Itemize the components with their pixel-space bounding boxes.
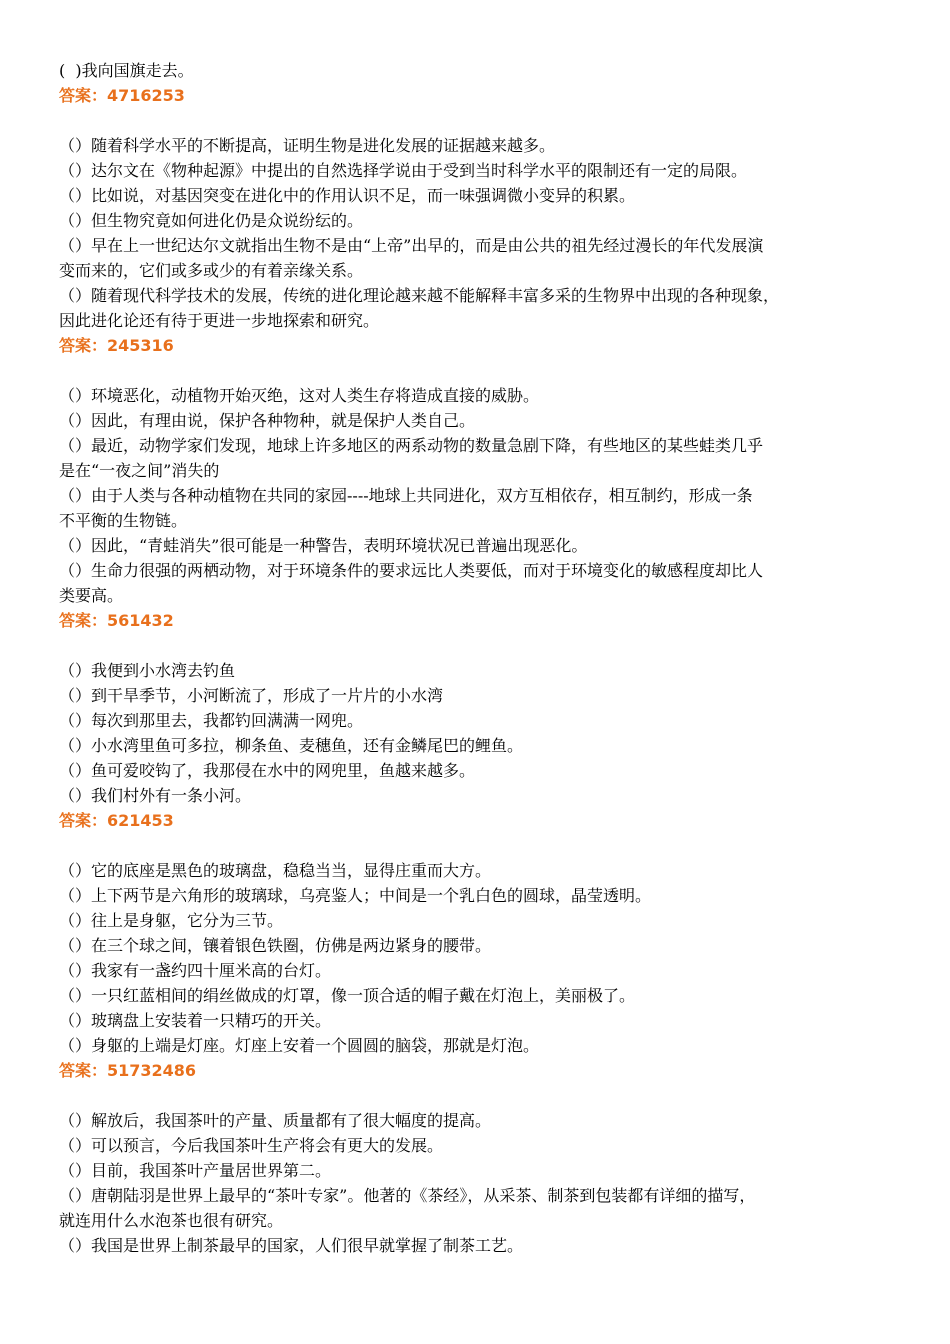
sentence-line: （）身躯的上端是灯座。灯座上安着一个圆圆的脑袋，那就是灯泡。: [59, 1036, 540, 1055]
sentence-line: 类要高。: [59, 586, 124, 605]
question-block: [59, 858, 899, 1083]
answer-label: 答案：245316: [59, 336, 174, 355]
sentence-line: （）玻璃盘上安装着一只精巧的开关。: [59, 1011, 332, 1030]
sentence-line: ( )我向国旗走去。: [59, 61, 194, 80]
sentence-line: （）比如说，对基因突变在进化中的作用认识不足，而一味强调微小变异的积累。: [59, 186, 636, 205]
sentence-line: （）但生物究竟如何进化仍是众说纷纭的。: [59, 211, 364, 230]
sentence-line: （）早在上一世纪达尔文就指出生物不是由“上帝”出早的，而是由公共的祖先经过漫长的年代发展演: [59, 236, 764, 255]
question-block: [59, 133, 899, 358]
sentence-line: （）我家有一盏约四十厘米高的台灯。: [59, 961, 332, 980]
question-block: [59, 658, 899, 833]
sentence-line: （）因此，“青蛙消失”很可能是一种警告，表明环境状况已普遍出现恶化。: [59, 536, 588, 555]
answer-label: 答案：4716253: [59, 86, 185, 105]
spacer: [59, 1083, 899, 1108]
sentence-line: （）由于人类与各种动植物在共同的家园----地球上共同进化，双方互相依存，相互制约，形成一条: [59, 486, 753, 505]
sentence-line: 不平衡的生物链。: [59, 511, 188, 530]
sentence-line: （）解放后，我国茶叶的产量、质量都有了很大幅度的提高。: [59, 1111, 492, 1130]
sentence-line: （）到干旱季节，小河断流了，形成了一片片的小水湾: [59, 686, 444, 705]
spacer: [59, 108, 899, 133]
answer-label: 答案：51732486: [59, 1061, 197, 1080]
sentence-line: （）我国是世界上制茶最早的国家，人们很早就掌握了制茶工艺。: [59, 1236, 524, 1255]
sentence-line: （）可以预言，今后我国茶叶生产将会有更大的发展。: [59, 1136, 444, 1155]
sentence-line: （）我便到小水湾去钓鱼: [59, 661, 236, 680]
document-page: [59, 58, 899, 1258]
spacer: [59, 358, 899, 383]
sentence-line: （）环境恶化，动植物开始灭绝，这对人类生存将造成直接的威胁。: [59, 386, 540, 405]
sentence-line: （）最近，动物学家们发现，地球上许多地区的两系动物的数量急剧下降，有些地区的某些蛙类几乎: [59, 436, 764, 455]
sentence-line: （）因此，有理由说，保护各种物种，就是保护人类自己。: [59, 411, 476, 430]
sentence-line: （）随着科学水平的不断提高，证明生物是进化发展的证据越来越多。: [59, 136, 556, 155]
sentence-line: （）上下两节是六角形的玻璃球，乌亮鉴人；中间是一个乳白色的圆球，晶莹透明。: [59, 886, 652, 905]
sentence-line: （）每次到那里去，我都钓回满满一网兜。: [59, 711, 364, 730]
sentence-line: （）达尔文在《物种起源》中提出的自然选择学说由于受到当时科学水平的限制还有一定的局限。: [59, 161, 748, 180]
sentence-line: （）鱼可爱咬钩了，我那侵在水中的网兜里，鱼越来越多。: [59, 761, 476, 780]
sentence-line: （）往上是身躯，它分为三节。: [59, 911, 284, 930]
sentence-line: （）它的底座是黑色的玻璃盘，稳稳当当，显得庄重而大方。: [59, 861, 492, 880]
sentence-line: （）随着现代科学技术的发展，传统的进化理论越来越不能解释丰富多采的生物界中出现的各种现象，: [59, 286, 780, 305]
question-block: [59, 58, 899, 108]
sentence-line: （）我们村外有一条小河。: [59, 786, 252, 805]
sentence-line: 变而来的，它们或多或少的有着亲缘关系。: [59, 261, 364, 280]
answer-label: 答案：561432: [59, 611, 174, 630]
sentence-line: （）在三个球之间，镶着银色铁圈，仿佛是两边紧身的腰带。: [59, 936, 492, 955]
sentence-line: （）生命力很强的两栖动物，对于环境条件的要求远比人类要低，而对于环境变化的敏感程度却比人: [59, 561, 764, 580]
sentence-line: （）小水湾里鱼可多拉，柳条鱼、麦穗鱼，还有金鳞尾巴的鲤鱼。: [59, 736, 524, 755]
sentence-line: （）目前，我国茶叶产量居世界第二。: [59, 1161, 332, 1180]
question-block: [59, 1108, 899, 1258]
sentence-line: 就连用什么水泡茶也很有研究。: [59, 1211, 284, 1230]
sentence-line: 是在“一夜之间”消失的: [59, 461, 220, 480]
sentence-line: 因此进化论还有待于更进一步地探索和研究。: [59, 311, 380, 330]
sentence-line: （）一只红蓝相间的绢丝做成的灯罩，像一顶合适的帽子戴在灯泡上，美丽极了。: [59, 986, 636, 1005]
answer-label: 答案：621453: [59, 811, 174, 830]
question-block: [59, 383, 899, 633]
spacer: [59, 833, 899, 858]
sentence-line: （）唐朝陆羽是世界上最早的“茶叶专家”。他著的《茶经》，从采茶、制茶到包装都有详细的描写，: [59, 1186, 756, 1205]
spacer: [59, 633, 899, 658]
